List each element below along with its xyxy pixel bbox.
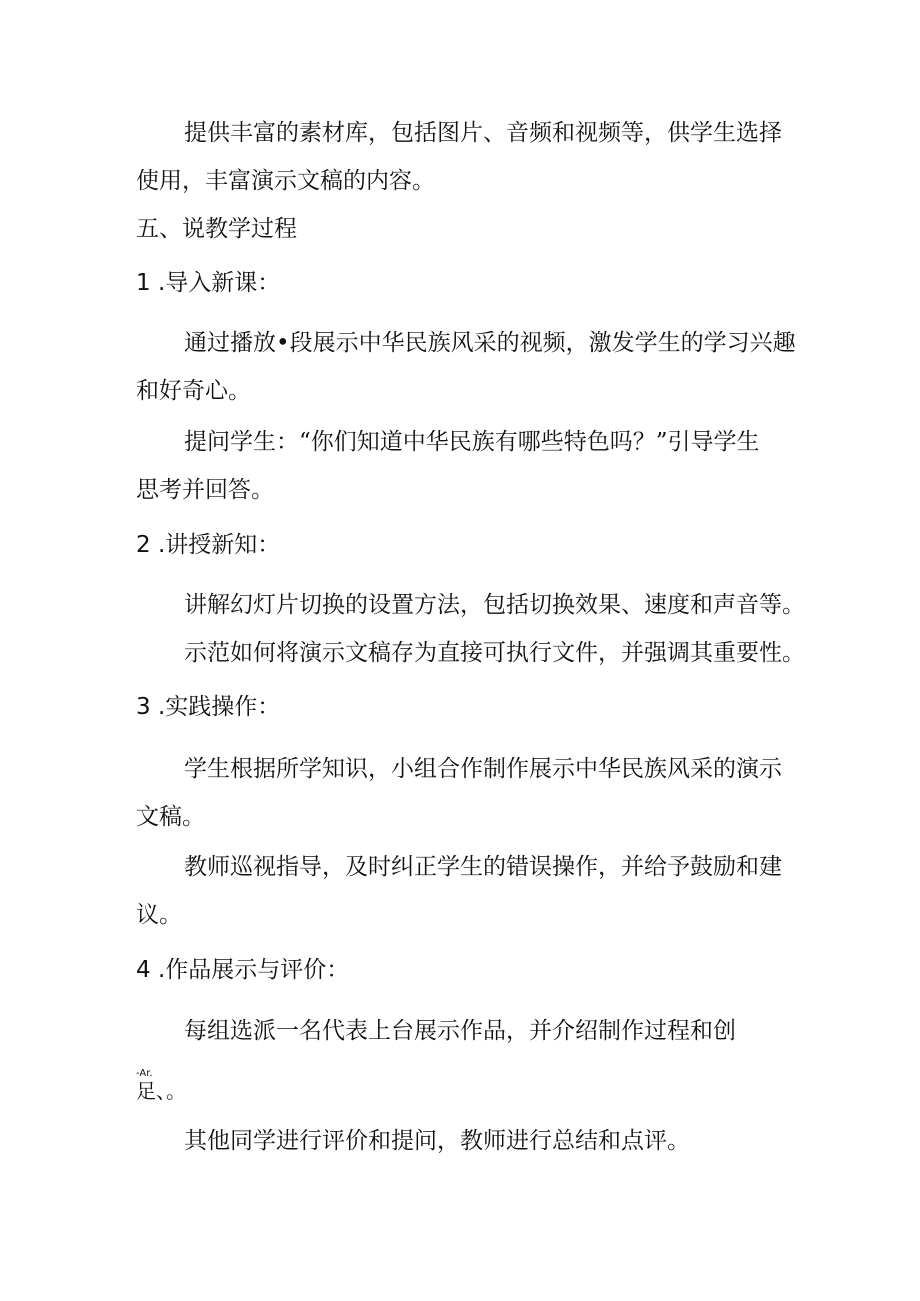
paragraph-line-6: 思考并回答。 <box>136 477 274 503</box>
paragraph-line-11: 教师巡视指导，及时纠正学生的错误操作，并给予鼓励和建 <box>184 854 782 880</box>
subheading-4: 4 .作品展示与评价： <box>136 957 350 983</box>
subheading-2: 2 .讲授新知： <box>136 532 281 558</box>
section-heading: 五、说教学过程 <box>136 216 297 242</box>
paragraph-line-15: 其他同学进行评价和提问，教师进行总结和点评。 <box>184 1128 690 1154</box>
stray-fragment: -Ar. <box>136 1068 153 1079</box>
paragraph-line-8: 示范如何将演示文稿存为直接可执行文件，并强调其重要性。 <box>184 640 805 666</box>
paragraph-line-4: 和好奇心。 <box>136 378 251 404</box>
paragraph-line-14: 足、。 <box>136 1079 186 1103</box>
paragraph-line-12: 议。 <box>136 902 182 928</box>
subheading-3: 3 .实践操作： <box>136 694 281 720</box>
paragraph-line-9: 学生根据所学知识，小组合作制作展示中华民族风采的演示 <box>184 756 782 782</box>
paragraph-line-5: 提问学生：“你们知道中华民族有哪些特色吗？”引导学生 <box>184 429 760 455</box>
subheading-1: 1 .导入新课： <box>136 270 281 296</box>
paragraph-line-2: 使用，丰富演示文稿的内容。 <box>136 168 435 194</box>
paragraph-line-3: 通过播放•段展示中华民族风采的视频，激发学生的学习兴趣 <box>184 330 796 356</box>
paragraph-line-10: 文稿。 <box>136 804 205 830</box>
paragraph-line-1: 提供丰富的素材库，包括图片、音频和视频等，供学生选择 <box>184 120 782 146</box>
paragraph-line-7: 讲解幻灯片切换的设置方法，包括切换效果、速度和声音等。 <box>184 592 805 618</box>
paragraph-line-13: 每组选派一名代表上台展示作品，并介绍制作过程和创 <box>184 1018 736 1044</box>
